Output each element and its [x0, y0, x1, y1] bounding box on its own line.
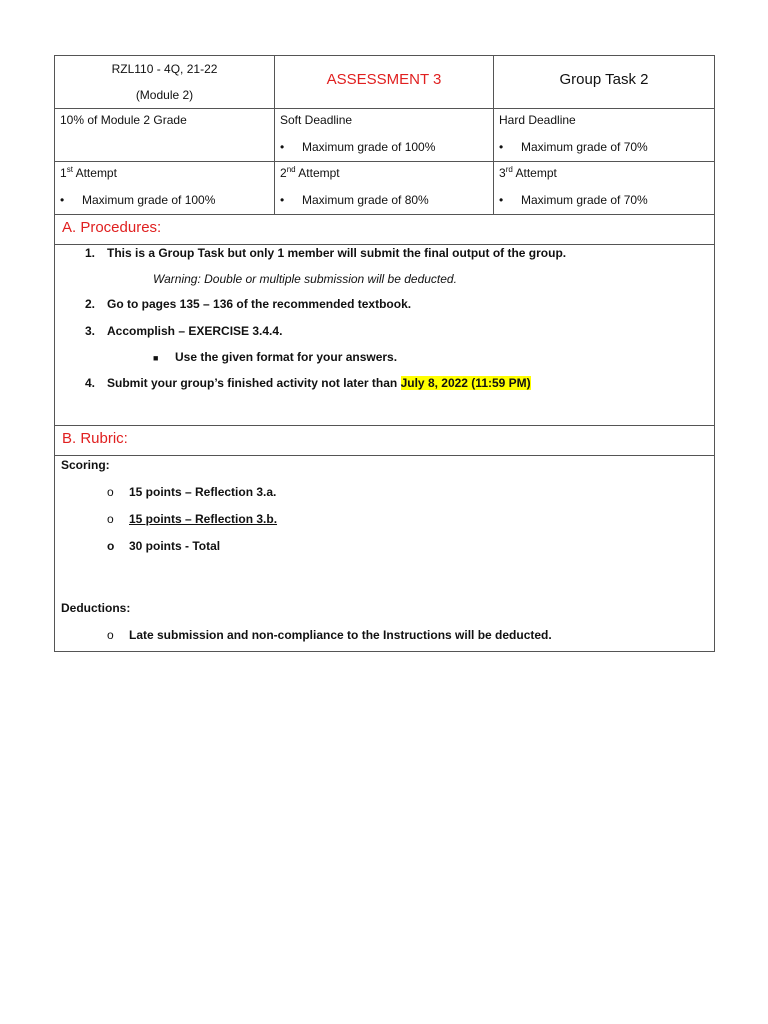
- bullet-icon: •: [280, 193, 285, 207]
- grade-weight: 10% of Module 2 Grade: [60, 113, 187, 127]
- procedure-item: 2. Go to pages 135 – 136 of the recommended textbook.: [85, 297, 412, 311]
- soft-deadline-max: Maximum grade of 100%: [302, 140, 436, 154]
- assessment-document: [54, 55, 714, 652]
- attempt-label: 3rd Attempt: [499, 165, 557, 180]
- module-label: (Module 2): [135, 88, 194, 102]
- attempt-cell: [494, 162, 715, 215]
- bullet-icon: •: [499, 140, 504, 154]
- rubric-body-row: [55, 456, 715, 652]
- sub-bullet-item: ■ Use the given format for your answers.: [153, 350, 398, 364]
- warning-note: Warning: Double or multiple submission will be deducted.: [153, 272, 457, 286]
- assessment-title: ASSESSMENT 3: [275, 56, 494, 109]
- bullet-icon: •: [60, 193, 65, 207]
- soft-deadline-label: Soft Deadline: [280, 113, 353, 127]
- procedures-heading: A. Procedures:: [55, 215, 715, 245]
- scoring-item: o 15 points – Reflection 3.b.: [107, 512, 278, 526]
- procedures-body-row: [55, 245, 715, 426]
- hard-deadline-cell: [494, 109, 715, 162]
- deadline-highlight: July 8, 2022 (11:59 PM): [400, 376, 531, 390]
- procedures-list: [55, 245, 715, 426]
- weight-cell: [55, 109, 275, 162]
- rubric-header-row: [55, 426, 715, 456]
- attempts-row: [55, 162, 715, 215]
- square-bullet-icon: ■: [153, 353, 159, 363]
- header-row: [55, 56, 715, 109]
- attempt-max: Maximum grade of 70%: [521, 193, 648, 207]
- bullet-icon: •: [280, 140, 285, 154]
- rubric-body: [55, 456, 715, 652]
- attempt-cell: [55, 162, 275, 215]
- assessment-table: [54, 55, 715, 652]
- scoring-total: o 30 points - Total: [107, 539, 221, 553]
- attempt-max: Maximum grade of 100%: [82, 193, 216, 207]
- bullet-icon: •: [499, 193, 504, 207]
- scoring-item: o 15 points – Reflection 3.a.: [107, 485, 277, 499]
- attempt-cell: [275, 162, 494, 215]
- circle-bullet-icon: o: [107, 628, 114, 642]
- deadline-row: [55, 109, 715, 162]
- procedure-item: 4. Submit your group’s finished activity not later than July 8, 2022 (11:59 PM): [85, 376, 531, 390]
- deductions-label: Deductions:: [61, 601, 131, 615]
- task-title: Group Task 2: [494, 56, 715, 109]
- deduction-item: o Late submission and non-compliance to the Instructions will be deducted.: [107, 628, 552, 642]
- attempt-label: 2nd Attempt: [280, 165, 340, 180]
- course-cell: [55, 56, 275, 109]
- attempt-max: Maximum grade of 80%: [302, 193, 429, 207]
- attempt-label: 1st Attempt: [60, 165, 117, 180]
- course-code: RZL110 - 4Q, 21-22: [111, 62, 218, 76]
- hard-deadline-label: Hard Deadline: [499, 113, 576, 127]
- scoring-label: Scoring:: [61, 458, 110, 472]
- procedures-header-row: [55, 215, 715, 245]
- procedure-item: 1. This is a Group Task but only 1 member will submit the final output of the group.: [85, 246, 567, 260]
- circle-bullet-icon: o: [107, 512, 114, 526]
- hard-deadline-max: Maximum grade of 70%: [521, 140, 648, 154]
- procedure-item: 3. Accomplish – EXERCISE 3.4.4.: [85, 324, 283, 338]
- rubric-heading: B. Rubric:: [55, 426, 715, 456]
- soft-deadline-cell: [275, 109, 494, 162]
- circle-bullet-icon: o: [107, 485, 114, 499]
- circle-bullet-icon: o: [107, 539, 115, 553]
